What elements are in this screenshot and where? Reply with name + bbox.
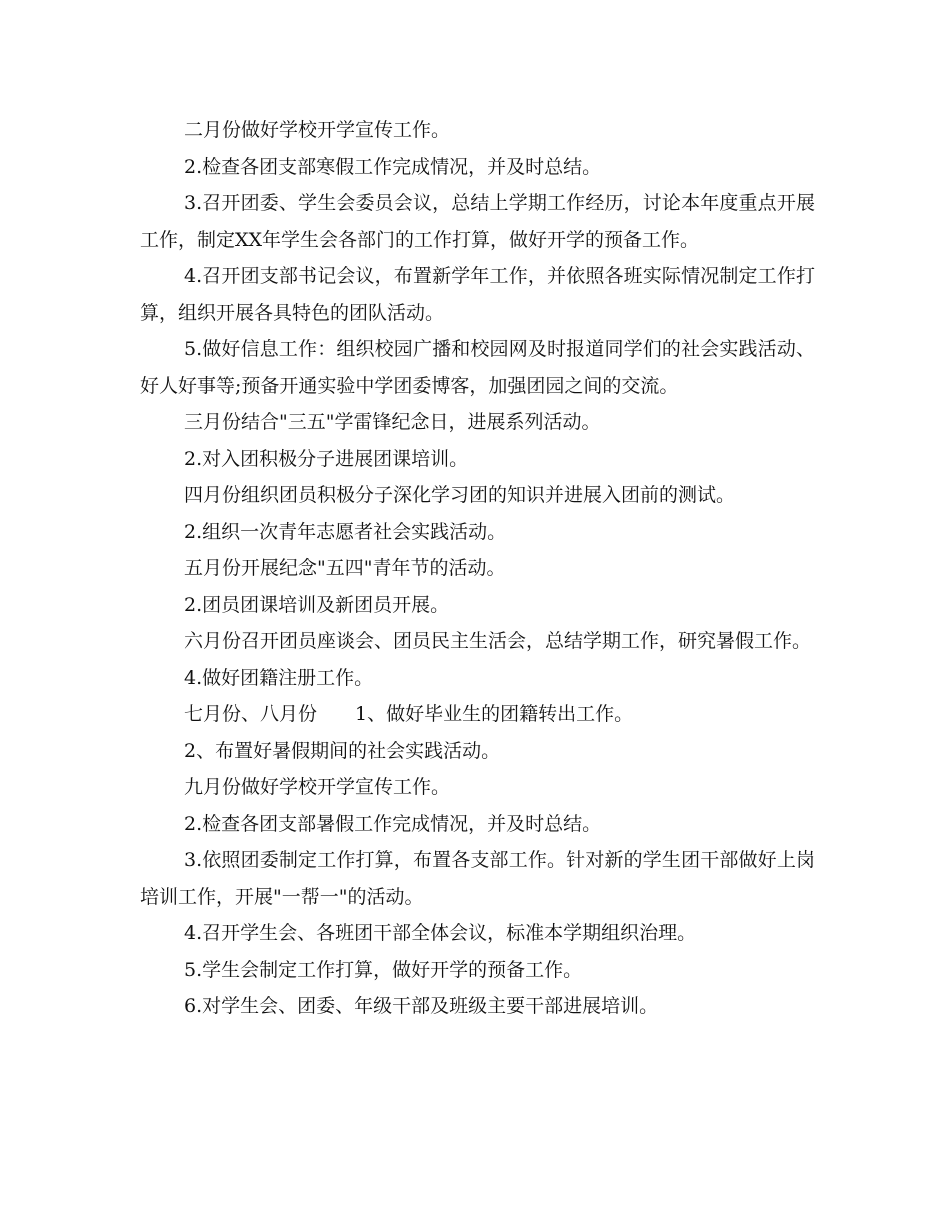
paragraph-3: 3.召开团委、学生会委员会议，总结上学期工作经历，讨论本年度重点开展工作，制定XX年学生会各部门的工作打算，做好开学的预备工作。 xyxy=(140,192,815,251)
paragraph-7: 2.对入团积极分子进展团课培训。 xyxy=(184,447,469,470)
paragraph-18: 3.依照团委制定工作打算，布置各支部工作。针对新的学生团干部做好上岗培训工作，开展"一帮一"的活动。 xyxy=(140,849,815,908)
paragraph-8: 四月份组织团员积极分子深化学习团的知识并进展入团前的测试。 xyxy=(184,484,736,506)
paragraph-14: 七月份、八月份 1、做好毕业生的团籍转出工作。 xyxy=(184,703,634,725)
paragraph-12: 六月份召开团员座谈会、团员民主生活会，总结学期工作，研究暑假工作。 xyxy=(184,630,812,652)
paragraph-6: 三月份结合"三五"学雷锋纪念日，进展系列活动。 xyxy=(184,411,601,433)
paragraph-4: 4.召开团支部书记会议，布置新学年工作，并依照各班实际情况制定工作打算，组织开展各具特色的团队活动。 xyxy=(140,265,815,324)
paragraph-5: 5.做好信息工作：组织校园广播和校园网及时报道同学们的社会实践活动、好人好事等;预备开通实验中学团委博客，加强团园之间的交流。 xyxy=(140,338,815,397)
paragraph-11: 2.团员团课培训及新团员开展。 xyxy=(184,593,450,616)
paragraph-10: 五月份开展纪念"五四"青年节的活动。 xyxy=(184,557,506,579)
paragraph-20: 5.学生会制定工作打算，做好开学的预备工作。 xyxy=(184,958,583,981)
paragraph-9: 2.组织一次青年志愿者社会实践活动。 xyxy=(184,520,507,543)
paragraph-2: 2.检查各团支部寒假工作完成情况，并及时总结。 xyxy=(184,155,602,178)
paragraph-13: 4.做好团籍注册工作。 xyxy=(184,666,374,689)
paragraph-17: 2.检查各团支部暑假工作完成情况，并及时总结。 xyxy=(184,812,602,835)
paragraph-1: 二月份做好学校开学宣传工作。 xyxy=(184,119,451,141)
paragraph-21: 6.对学生会、团委、年级干部及班级主要干部进展培训。 xyxy=(184,995,659,1017)
paragraph-16: 九月份做好学校开学宣传工作。 xyxy=(184,776,451,798)
paragraph-15: 2、布置好暑假期间的社会实践活动。 xyxy=(184,739,501,762)
paragraph-19: 4.召开学生会、各班团干部全体会议，标准本学期组织治理。 xyxy=(184,922,697,944)
